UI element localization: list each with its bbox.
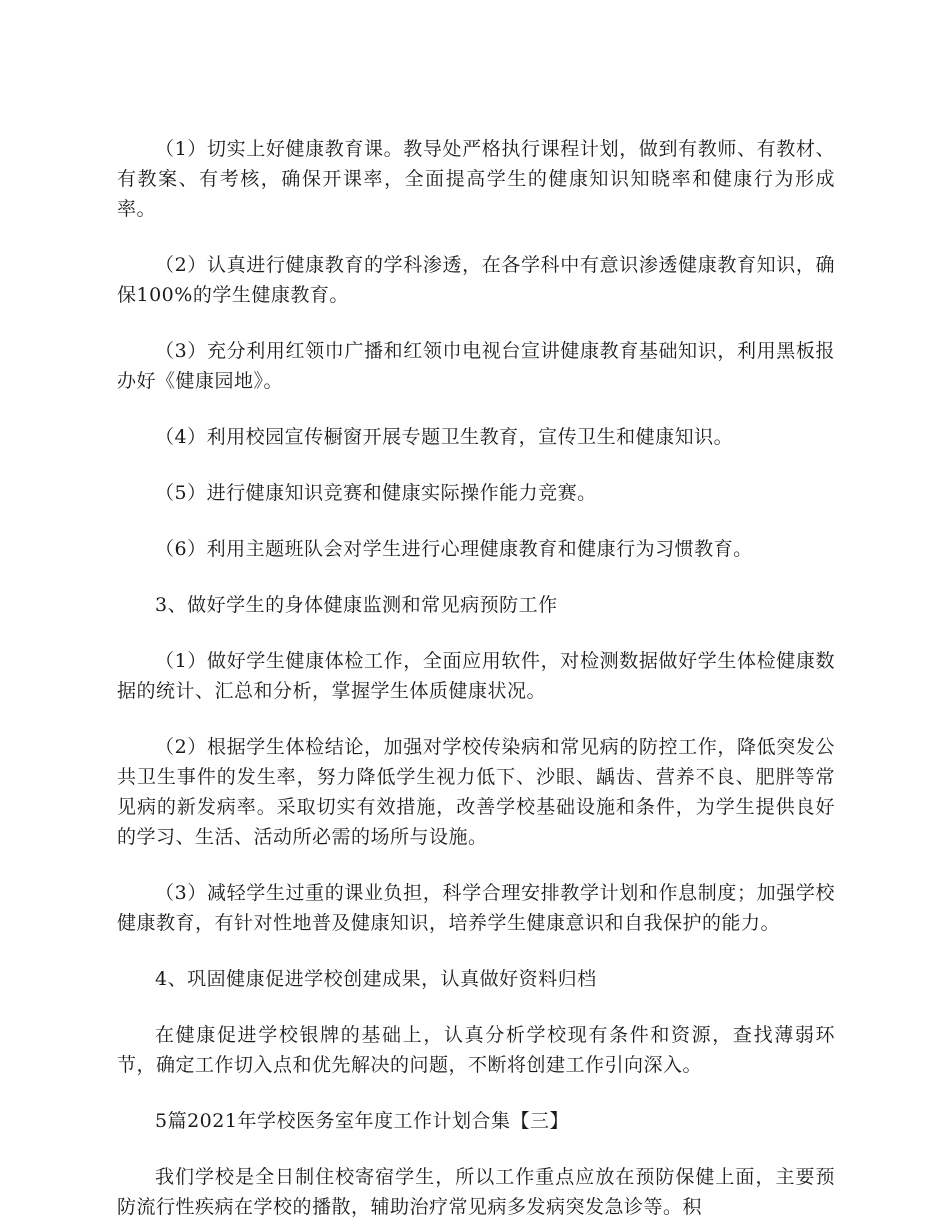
paragraph-item-7: （1）做好学生健康体检工作，全面应用软件，对检测数据做好学生体检健康数据的统计、汇总和分析，掌握学生体质健康状况。 bbox=[117, 650, 835, 702]
document-body bbox=[117, 134, 835, 1222]
section-heading-3: 3、做好学生的身体健康监测和常见病预防工作 bbox=[155, 594, 558, 616]
paragraph-item-10: 在健康促进学校银牌的基础上，认真分析学校现有条件和资源，查找薄弱环节，确定工作切入点和优先解决的问题，不断将创建工作引向深入。 bbox=[117, 1024, 835, 1076]
paragraph-item-11: 我们学校是全日制住校寄宿学生，所以工作重点应放在预防保健上面，主要预防流行性疾病在学校的播散，辅助治疗常见病多发病突发急诊等。积 bbox=[117, 1166, 835, 1218]
paragraph-item-2: （2）认真进行健康教育的学科渗透，在各学科中有意识渗透健康教育知识，确保100%的学生健康教育。 bbox=[117, 254, 835, 306]
paragraph-item-6: （6）利用主题班队会对学生进行心理健康教育和健康行为习惯教育。 bbox=[155, 538, 753, 560]
section-heading-part-3: 5篇2021年学校医务室年度工作计划合集【三】 bbox=[155, 1110, 569, 1132]
paragraph-item-8: （2）根据学生体检结论，加强对学校传染病和常见病的防控工作，降低突发公共卫生事件的发生率，努力降低学生视力低下、沙眼、龋齿、营养不良、肥胖等常见病的新发病率。采取切实有效措施，改善学校基础设施和条件，为学生提供良好的学习、生活、活动所必需的场所与设施。 bbox=[117, 736, 835, 848]
paragraph-item-4: （4）利用校园宣传橱窗开展专题卫生教育，宣传卫生和健康知识。 bbox=[155, 426, 734, 448]
paragraph-item-9: （3）减轻学生过重的课业负担，科学合理安排教学计划和作息制度；加强学校健康教育，有针对性地普及健康知识，培养学生健康意识和自我保护的能力。 bbox=[117, 882, 835, 934]
section-heading-4: 4、巩固健康促进学校创建成果，认真做好资料归档 bbox=[155, 968, 597, 990]
paragraph-item-3: （3）充分利用红领巾广播和红领巾电视台宣讲健康教育基础知识，利用黑板报办好《健康园地》。 bbox=[117, 340, 835, 392]
paragraph-item-1: （1）切实上好健康教育课。教导处严格执行课程计划，做到有教师、有教材、有教案、有考核，确保开课率，全面提高学生的健康知识知晓率和健康行为形成率。 bbox=[117, 138, 835, 220]
paragraph-item-5: （5）进行健康知识竞赛和健康实际操作能力竞赛。 bbox=[155, 482, 597, 504]
